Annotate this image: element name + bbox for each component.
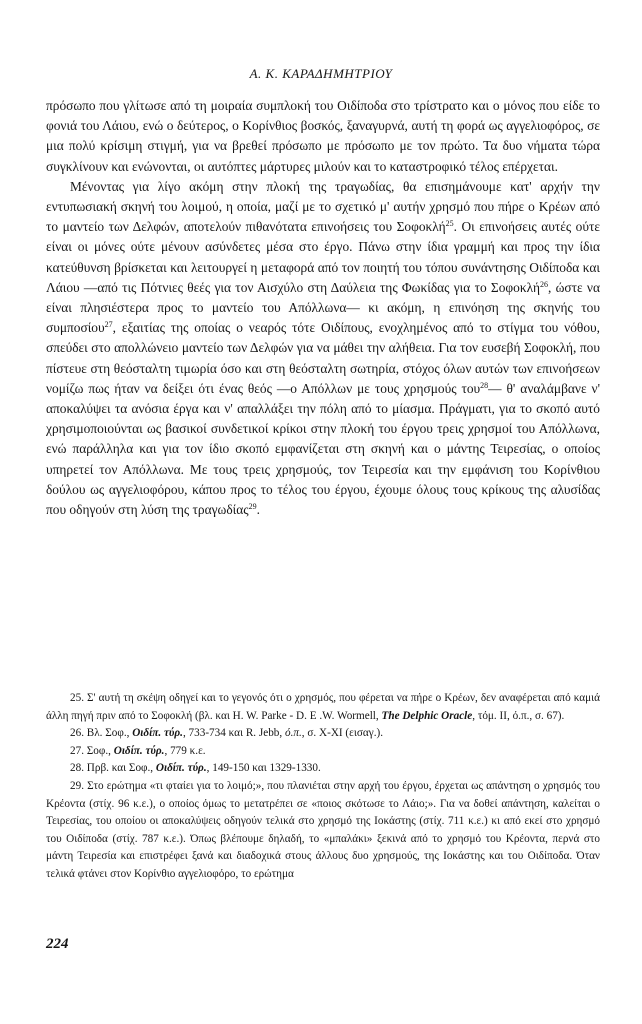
note-title: Οιδίπ. τύρ. xyxy=(155,762,207,775)
note-title: Οιδίπ. τύρ. xyxy=(113,744,165,757)
paragraph-2 xyxy=(46,177,600,520)
footnote-ref-26: 26 xyxy=(539,279,548,289)
footnote-ref-29: 29 xyxy=(248,502,257,512)
footnote-26 xyxy=(46,725,600,743)
footnote-ref-25: 25 xyxy=(445,219,454,229)
page-number: 224 xyxy=(46,936,69,952)
note-text: , τόμ. ΙΙ, ό.π., σ. 67). xyxy=(472,709,565,722)
note-text: , σ. X-XI (εισαγ.). xyxy=(301,727,384,740)
note-text: , 733-734 και R. Jebb, xyxy=(182,727,285,740)
note-title: Οιδίπ. τύρ. xyxy=(132,727,183,740)
footnote-29: 29. Στο ερώτημα «τι φταίει για το λοιμό;», που πλανιέται στην αρχή του έργου, έρχεται ως απάντηση ο χρησμός του Κρέοντα (στίχ. 96 κ.ε.), ο οποίος όμως το μετατρέπει σε «ποιος σκότωσε το Λάιο;». Για να δοθεί απάντηση, καλείται ο Τειρεσίας, του οποίου οι αποκαλύψεις οδηγούν τελικά στο χρησμό της Ιοκάστης (στίχ. 711 κ.ε.) κι από εκεί στο χρησμό του Οιδίποδα (στίχ. 787 κ.ε.). Όπως βλέπουμε δηλαδή, το «μπαλάκι» ξεκινά από το χρησμό του Κρέοντα, περνά στο μάντη Τειρεσία και επιστρέφει ξανά και διαδοχικά στους άλλους δυο χρησμούς, της Ιοκάστης και του Οιδίποδα. Όταν τελικά φτάνει στον Κορίνθιο αγγελιοφόρο, το ερώτημα xyxy=(46,779,600,880)
text-run: , εξαιτίας της οποίας ο νεαρός τότε Οιδίπους, ενοχλημένος από το στίγμα του νόθου, σπεύδει στο απολλώνειο μαντείο των Δελφών για να μάθει την αλήθεια. Για τον ευσεβή Σοφοκλή, που πίστευε στη θεόσταλτη τιμωρία όσο και στη θεόσταλτη σωτηρία, στόχος όλων αυτών των επινοήσεων νομίζω πως ήταν να δείξει ότι ένας θεός —ο Απόλλων με τους χρησμούς του xyxy=(46,320,600,396)
note-abbrev: ό.π. xyxy=(285,727,302,740)
note-text: , 149-150 και 1329-1330. xyxy=(206,762,321,775)
text-run: , ώστε να είναι πλησιέστερα προς το μαντείο του Απόλλωνα— κι ακόμη, η επινόηση της σκηνής του συμποσίου xyxy=(46,279,600,336)
note-text: 27. Σοφ., xyxy=(70,744,114,757)
footnote-28 xyxy=(46,760,600,778)
note-title: The Delphic Oracle xyxy=(381,709,473,722)
footnote-ref-28: 28 xyxy=(480,380,489,390)
footnotes xyxy=(46,690,600,884)
text-run: Μένοντας για λίγο ακόμη στην πλοκή της τραγωδίας, θα επισημάνουμε κατ' αρχήν την εντυπωσιακή σκηνή του λοιμού, η οποία, μαζί με το σχετικό μ' αυτήν χρησμό που πήρε ο Κρέων από το μαντείο των Δελφών, αποτελούν πιθανότατα επινοήσεις του Σοφοκλή xyxy=(46,178,600,235)
text-run: — θ' αναλάμβανε ν' αποκαλύψει τα ανόσια έργα και ν' απαλλάξει την πόλη από το μίασμα. Πράγματι, για το σκοπό αυτό χρησιμοποιούνται ως βασικοί συνδετικοί κρίκοι στην πλοκή του έργου τρεις χρησμοί του Απόλλωνα, ενώ παράλληλα και για τον ίδιο σκοπό εμφανίζεται στη σκηνή και ο μάντης Τειρεσίας, ο οποίος υπηρετεί τον Απόλλωνα. Με τους τρεις χρησμούς, τον Τειρεσία και την εμφάνιση του Κορίνθιου δούλου ως αγγελιοφόρου, κάπου προς το τέλος του έργου, έχουμε όλους τους κρίκους της αλυσίδας που οδηγούν στη λύση της τραγωδίας xyxy=(46,380,601,518)
footnote-27 xyxy=(46,743,600,761)
footnote-ref-27: 27 xyxy=(104,320,113,330)
text-run: . Οι επινοήσεις αυτές ούτε είναι οι μόνες ούτε μένουν ασύνδετες μέσα στο έργο. Πάνω στην ίδια γραμμή και προς την ίδια κατεύθυνση βρίσκεται και λειτουργεί η μεταφορά από τον ποιητή του τόπου συνάντησης Οιδίποδα και Λάιου —από τις Πότνιες θεές για τον Αισχύλο στη Δαύλεια της Φωκίδας για το Σοφοκλή xyxy=(46,219,600,295)
note-text: 28. Πρβ. και Σοφ., xyxy=(70,762,156,775)
paragraph-1: πρόσωπο που γλίτωσε από τη μοιραία συμπλοκή του Οιδίποδα στο τρίστρατο και ο μόνος που είδε το φονιά του Λάιου, ενώ ο δεύτερος, ο Κορίνθιος βοσκός, ξαναγυρνά, αυτή τη φορά ως αγγελιοφόρος, σε μια πολύ κρίσιμη στιγμή, για να βρεθεί πρόσωπο με πρόσωπο με τον πρώτο. Τα δυο νήματα τώρα συγκλίνουν και ενώνονται, οι αυτόπτες μάρτυρες μιλούν και το καταστροφικό τέλος επέρχεται. xyxy=(46,98,600,174)
text-run: . xyxy=(256,502,260,518)
note-text: , 779 κ.ε. xyxy=(164,744,206,757)
note-text: 25. Σ' αυτή τη σκέψη οδηγεί και το γεγονός ότι ο χρησμός, που φέρεται να πήρε ο Κρέων, δεν αναφέρεται από καμιά άλλη πηγή πριν από το Σοφοκλή (βλ. και H. W. Parke - D. E .W. Wormell, xyxy=(46,692,600,722)
footnote-25 xyxy=(46,690,600,725)
note-text: 26. Βλ. Σοφ., xyxy=(70,727,133,740)
body-text xyxy=(46,96,600,520)
running-head: Α. Κ. ΚΑΡΑΔΗΜΗΤΡΙΟΥ xyxy=(249,66,393,81)
